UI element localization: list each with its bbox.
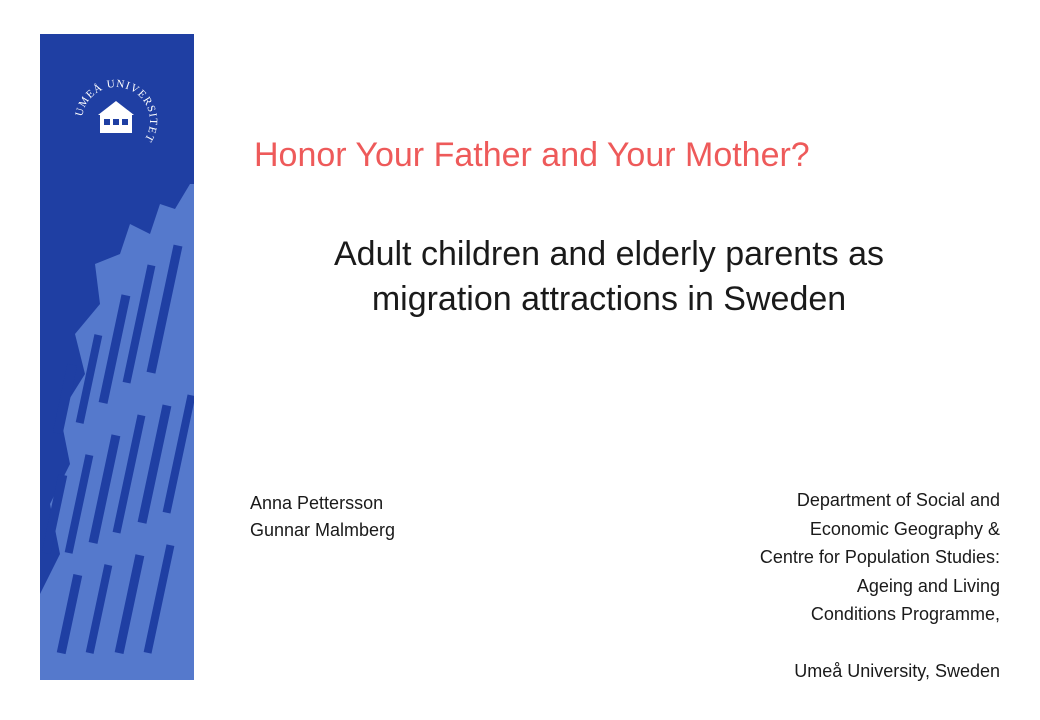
- slide-subtitle: [214, 232, 1004, 322]
- affiliation-line: Ageing and Living: [856, 575, 1000, 596]
- subtitle-line: migration attractions in Sweden: [371, 280, 847, 318]
- affiliation-footer: Umeå University, Sweden: [794, 660, 1000, 681]
- author-name: Anna Pettersson: [250, 493, 384, 513]
- affiliation-line: Conditions Programme,: [810, 604, 1000, 624]
- university-banner: [40, 34, 194, 680]
- affiliation-line: Department of Social and: [796, 490, 1000, 510]
- affiliation-line: Economic Geography &: [809, 518, 1000, 539]
- slide-title: Honor Your Father and Your Mother?: [254, 136, 810, 174]
- affiliation-spacer: [760, 629, 1000, 657]
- seal-building-icon: [98, 101, 134, 133]
- affiliation: [760, 486, 1000, 685]
- affiliation-line: Centre for Population Studies:: [759, 547, 1000, 567]
- umea-university-seal-icon: [72, 77, 160, 165]
- author-name: Gunnar Malmberg: [250, 520, 396, 540]
- seal-text: UMEÅ UNIVERSITET: [73, 77, 160, 145]
- subtitle-line: Adult children and elderly parents as: [334, 235, 884, 273]
- author-list: [250, 490, 395, 544]
